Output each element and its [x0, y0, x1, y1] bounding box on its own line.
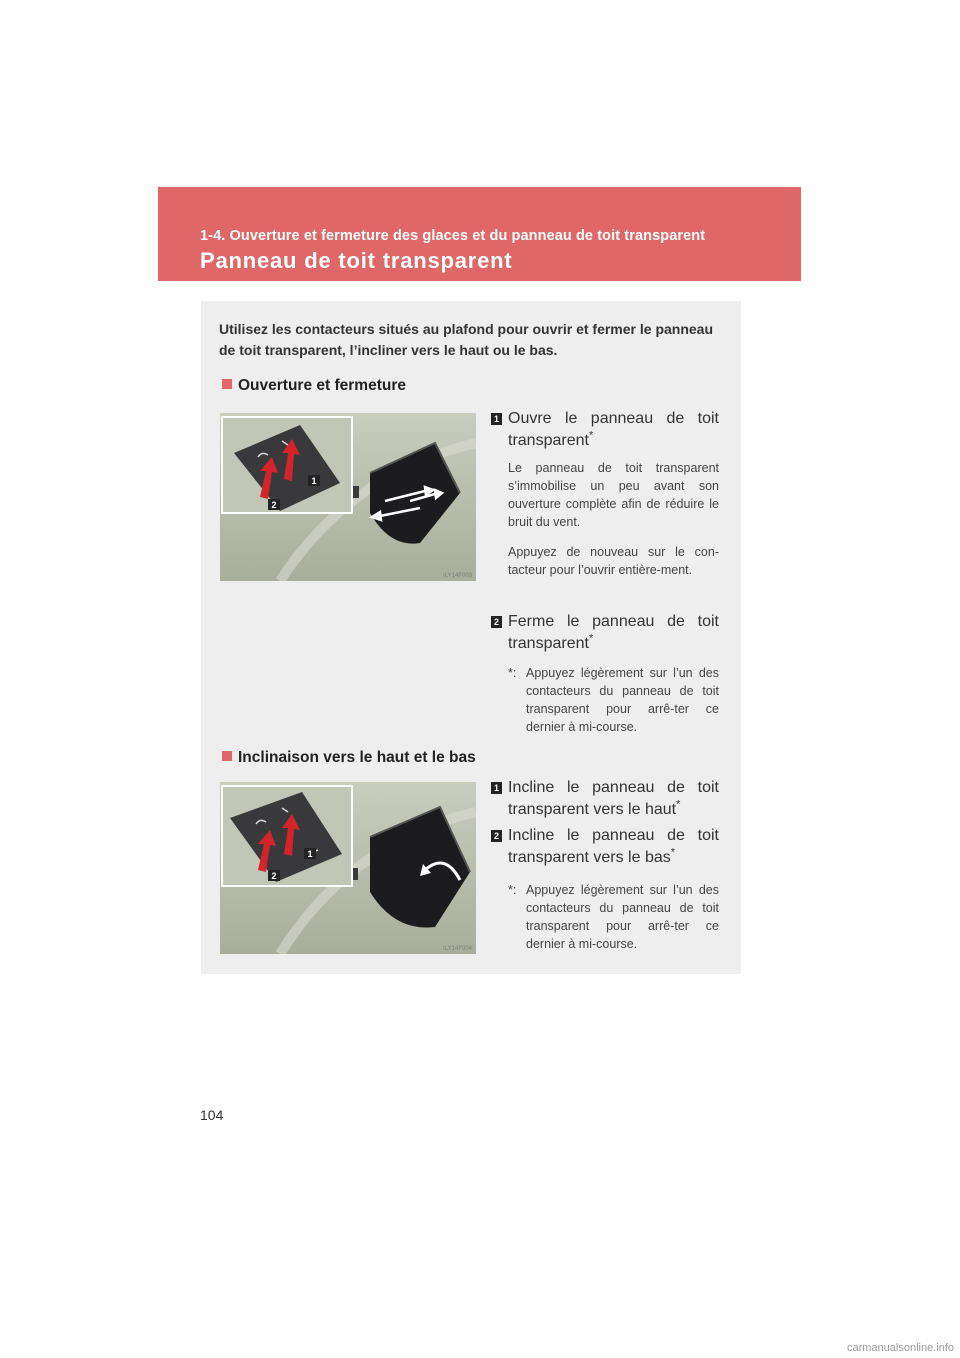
note-wind-noise: Le panneau de toit transparent s’immobilise un peu avant son ouverture complète afin de réduire le bruit du vent.: [508, 461, 719, 529]
svg-text:2: 2: [271, 500, 277, 510]
chapter-title: 1-4. Ouverture et fermeture des glaces et du panneau de toit transparent: [200, 228, 706, 244]
section-header: [158, 187, 801, 281]
svg-text:2: 2: [271, 871, 277, 881]
illustration-tilt: [220, 782, 476, 954]
step-label: Ferme le panneau de toit transparent: [508, 613, 719, 652]
section-heading-opening: [222, 377, 406, 395]
watermark: carmanualsonline.info: [846, 1342, 954, 1354]
page-number: 104: [200, 1107, 224, 1123]
section-heading-label: Ouverture et fermeture: [238, 377, 406, 394]
sunroof-tilt-illustration: [220, 782, 476, 954]
image-code: ILY14F003: [443, 573, 472, 579]
footnote-text: Appuyez légèrement sur l’un des contacteurs du panneau de toit transparent pour arrê-ter ce dernier à mi-course.: [526, 666, 719, 734]
image-code: ILY14F004: [443, 946, 472, 952]
section-heading-label: Inclinaison vers le haut et le bas: [238, 749, 476, 766]
step-number-badge: 2: [491, 830, 502, 842]
step-number-badge: 2: [491, 616, 502, 628]
sunroof-illustration: [220, 413, 476, 581]
footnote-mark: *:: [508, 883, 517, 897]
footnote: [508, 664, 719, 736]
footnote-mark: *:: [508, 666, 517, 680]
step-number-badge: 1: [491, 413, 502, 425]
content-panel: [201, 301, 741, 974]
footnote: [508, 881, 719, 953]
intro-text: Utilisez les contacteurs situés au plafond pour ouvrir et fermer le panneau de toit transparent, l’incliner vers le haut ou le bas.: [219, 321, 714, 358]
note-open-fully: Appuyez de nouveau sur le con-tacteur pour l’ouvrir entière-ment.: [508, 545, 719, 577]
heading-square-icon: [222, 379, 232, 389]
step-label: Incline le panneau de toit transparent vers le haut: [508, 779, 719, 818]
step-open: [491, 408, 719, 452]
asterisk-mark: *: [676, 798, 681, 811]
step-close: [491, 611, 719, 655]
step-tilt-up: [491, 777, 719, 821]
asterisk-mark: *: [588, 632, 594, 645]
footnote-text: Appuyez légèrement sur l’un des contacteurs du panneau de toit transparent pour arrê-ter ce dernier à mi-course.: [526, 883, 719, 951]
svg-text:1: 1: [311, 476, 317, 486]
svg-text:1: 1: [307, 849, 313, 859]
asterisk-mark: *: [588, 429, 594, 442]
step-tilt-down: [491, 825, 719, 869]
heading-square-icon: [222, 751, 232, 761]
section-heading-tilt: [222, 749, 476, 767]
asterisk-mark: *: [670, 846, 676, 859]
illustration-open-close: [220, 413, 476, 581]
page-title: Panneau de toit transparent: [200, 248, 513, 273]
step-number-badge: 1: [491, 782, 502, 794]
step-label: Ouvre le panneau de toit transparent: [508, 410, 719, 449]
step-label: Incline le panneau de toit transparent vers le bas: [508, 827, 719, 866]
